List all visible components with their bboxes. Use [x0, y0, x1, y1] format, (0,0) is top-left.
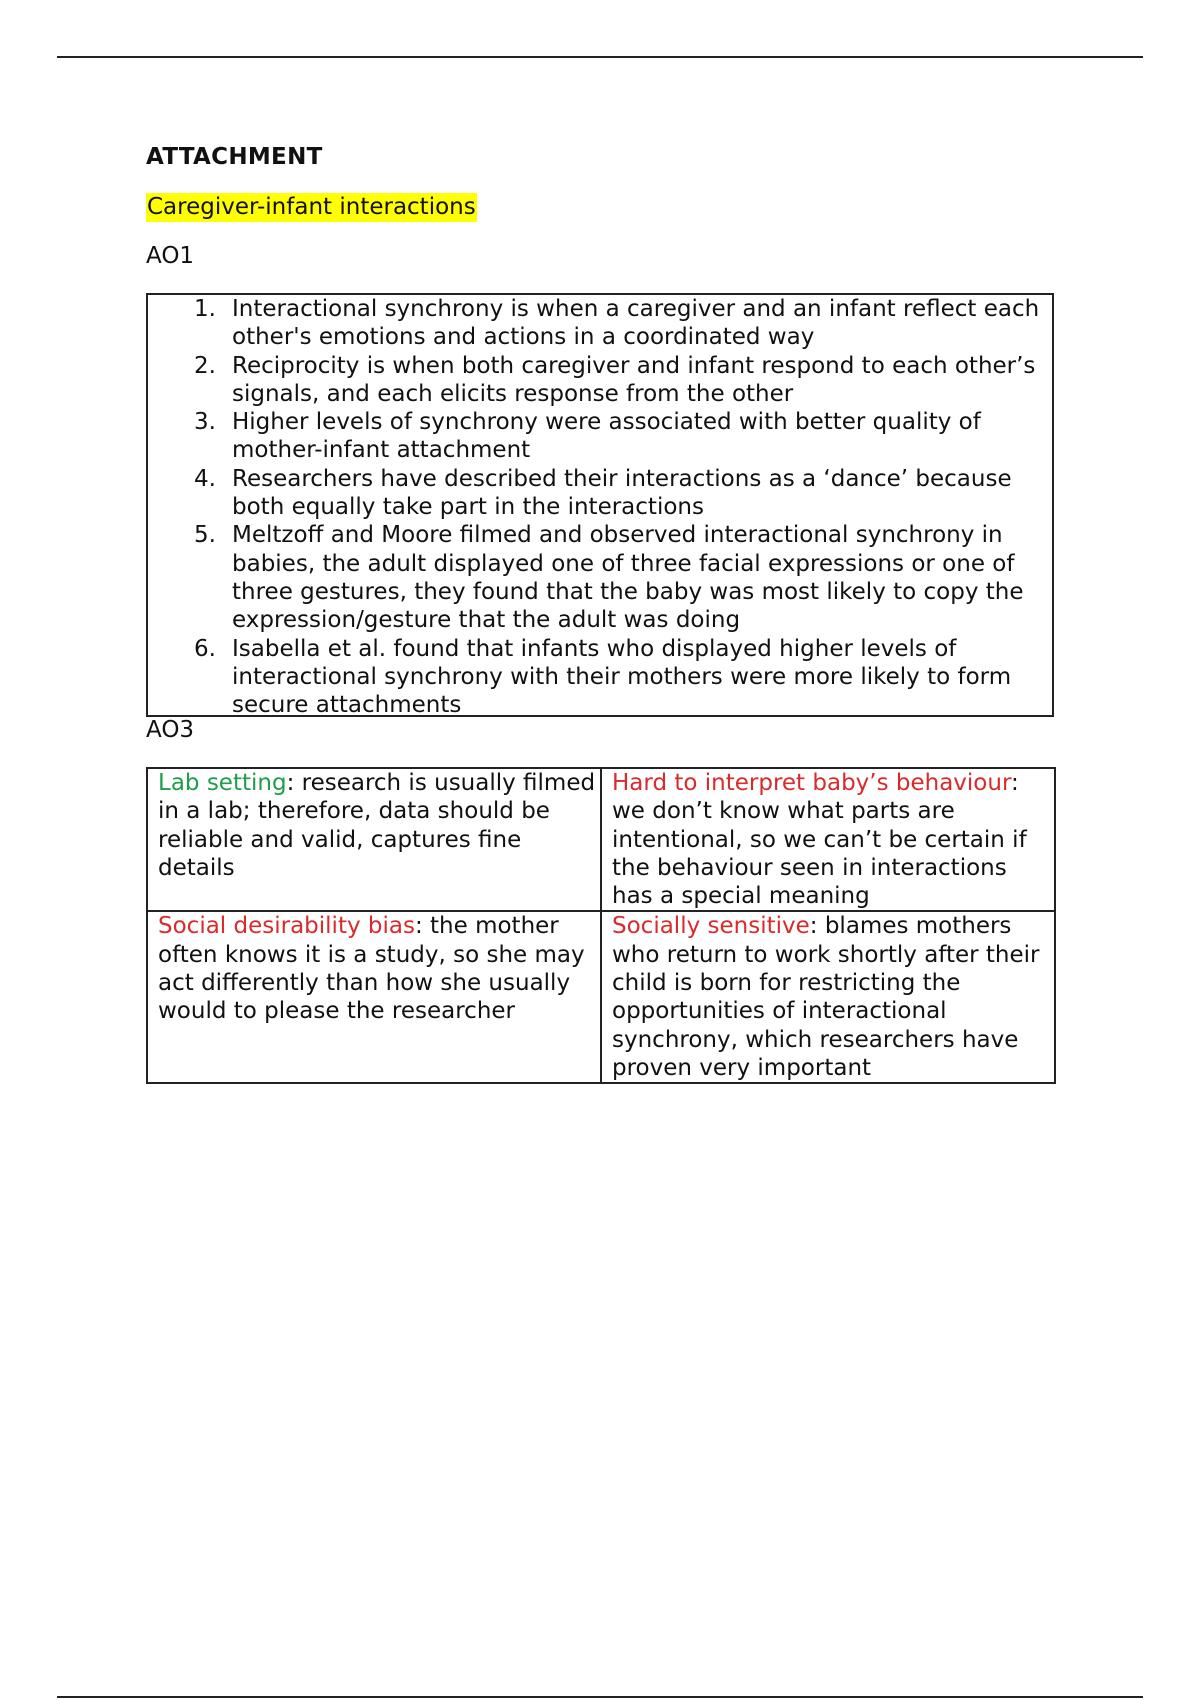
list-item	[194, 465, 1052, 522]
list-item-text: Isabella et al. found that infants who displayed higher levels of interactional synchrony with their mothers were more likely to form secure attachments	[232, 635, 1012, 719]
list-item-number: 5.	[194, 522, 216, 549]
list-item-text: Researchers have described their interactions as a ‘dance’ because both equally take part in the interactions	[232, 465, 1012, 521]
list-item	[194, 352, 1052, 409]
table-row	[147, 768, 1055, 911]
ao3-label: AO3	[146, 717, 195, 743]
footer-rule	[57, 1696, 1143, 1698]
list-item-number: 1.	[194, 296, 216, 322]
list-item	[194, 295, 1052, 352]
cell-heading: Socially sensitive	[612, 913, 810, 940]
cell-text: : research is usually filmed in a lab; therefore, data should be reliable and valid, captures fine details	[158, 770, 596, 881]
list-item-text: Meltzoff and Moore filmed and observed interactional synchrony in babies, the adult displayed one of three facial expressions or one of three gestures, they found that the baby was most likely to copy the expression/gesture that the adult was doing	[232, 522, 1024, 634]
cell-heading: Social desirability bias	[158, 913, 415, 940]
list-item-text: Higher levels of synchrony were associated with better quality of mother-infant attachment	[232, 409, 981, 464]
ao1-points-list	[148, 295, 1052, 719]
table-cell-weakness	[147, 911, 601, 1083]
ao3-evaluation-table	[146, 767, 1056, 1084]
cell-text: : we don’t know what parts are intentional, so we can’t be certain if the behaviour seen in interactions has a special meaning	[612, 770, 1027, 910]
ao1-points-box	[146, 293, 1054, 717]
ao1-label: AO1	[146, 243, 195, 269]
list-item-number: 6.	[194, 635, 216, 662]
list-item-number: 4.	[194, 465, 216, 492]
table-cell-weakness	[601, 768, 1055, 911]
list-item-text: Reciprocity is when both caregiver and infant respond to each other’s signals, and each elicits response from the other	[232, 352, 1036, 407]
list-item-text: Interactional synchrony is when a caregiver and an infant reflect each other's emotions and actions in a coordinated way	[232, 296, 1040, 351]
table-cell-weakness	[601, 911, 1055, 1083]
list-item	[194, 408, 1052, 465]
cell-heading: Lab setting	[158, 770, 287, 796]
list-item	[194, 521, 1052, 634]
header-rule	[57, 56, 1143, 58]
cell-text: : blames mothers who return to work shortly after their child is born for restricting the opportunities of interactional synchrony, which researchers have proven very important	[612, 913, 1040, 1081]
table-row	[147, 911, 1055, 1083]
cell-heading: Hard to interpret baby’s behaviour	[612, 770, 1012, 796]
list-item-number: 3.	[194, 409, 216, 436]
document-title: ATTACHMENT	[146, 144, 323, 170]
list-item	[194, 635, 1052, 720]
section-subtitle-highlighted: Caregiver-infant interactions	[147, 194, 476, 220]
list-item-number: 2.	[194, 352, 216, 379]
table-cell-strength	[147, 768, 601, 911]
cell-text: : the mother often knows it is a study, so she may act differently than how she usually would to please the researcher	[158, 913, 585, 1025]
